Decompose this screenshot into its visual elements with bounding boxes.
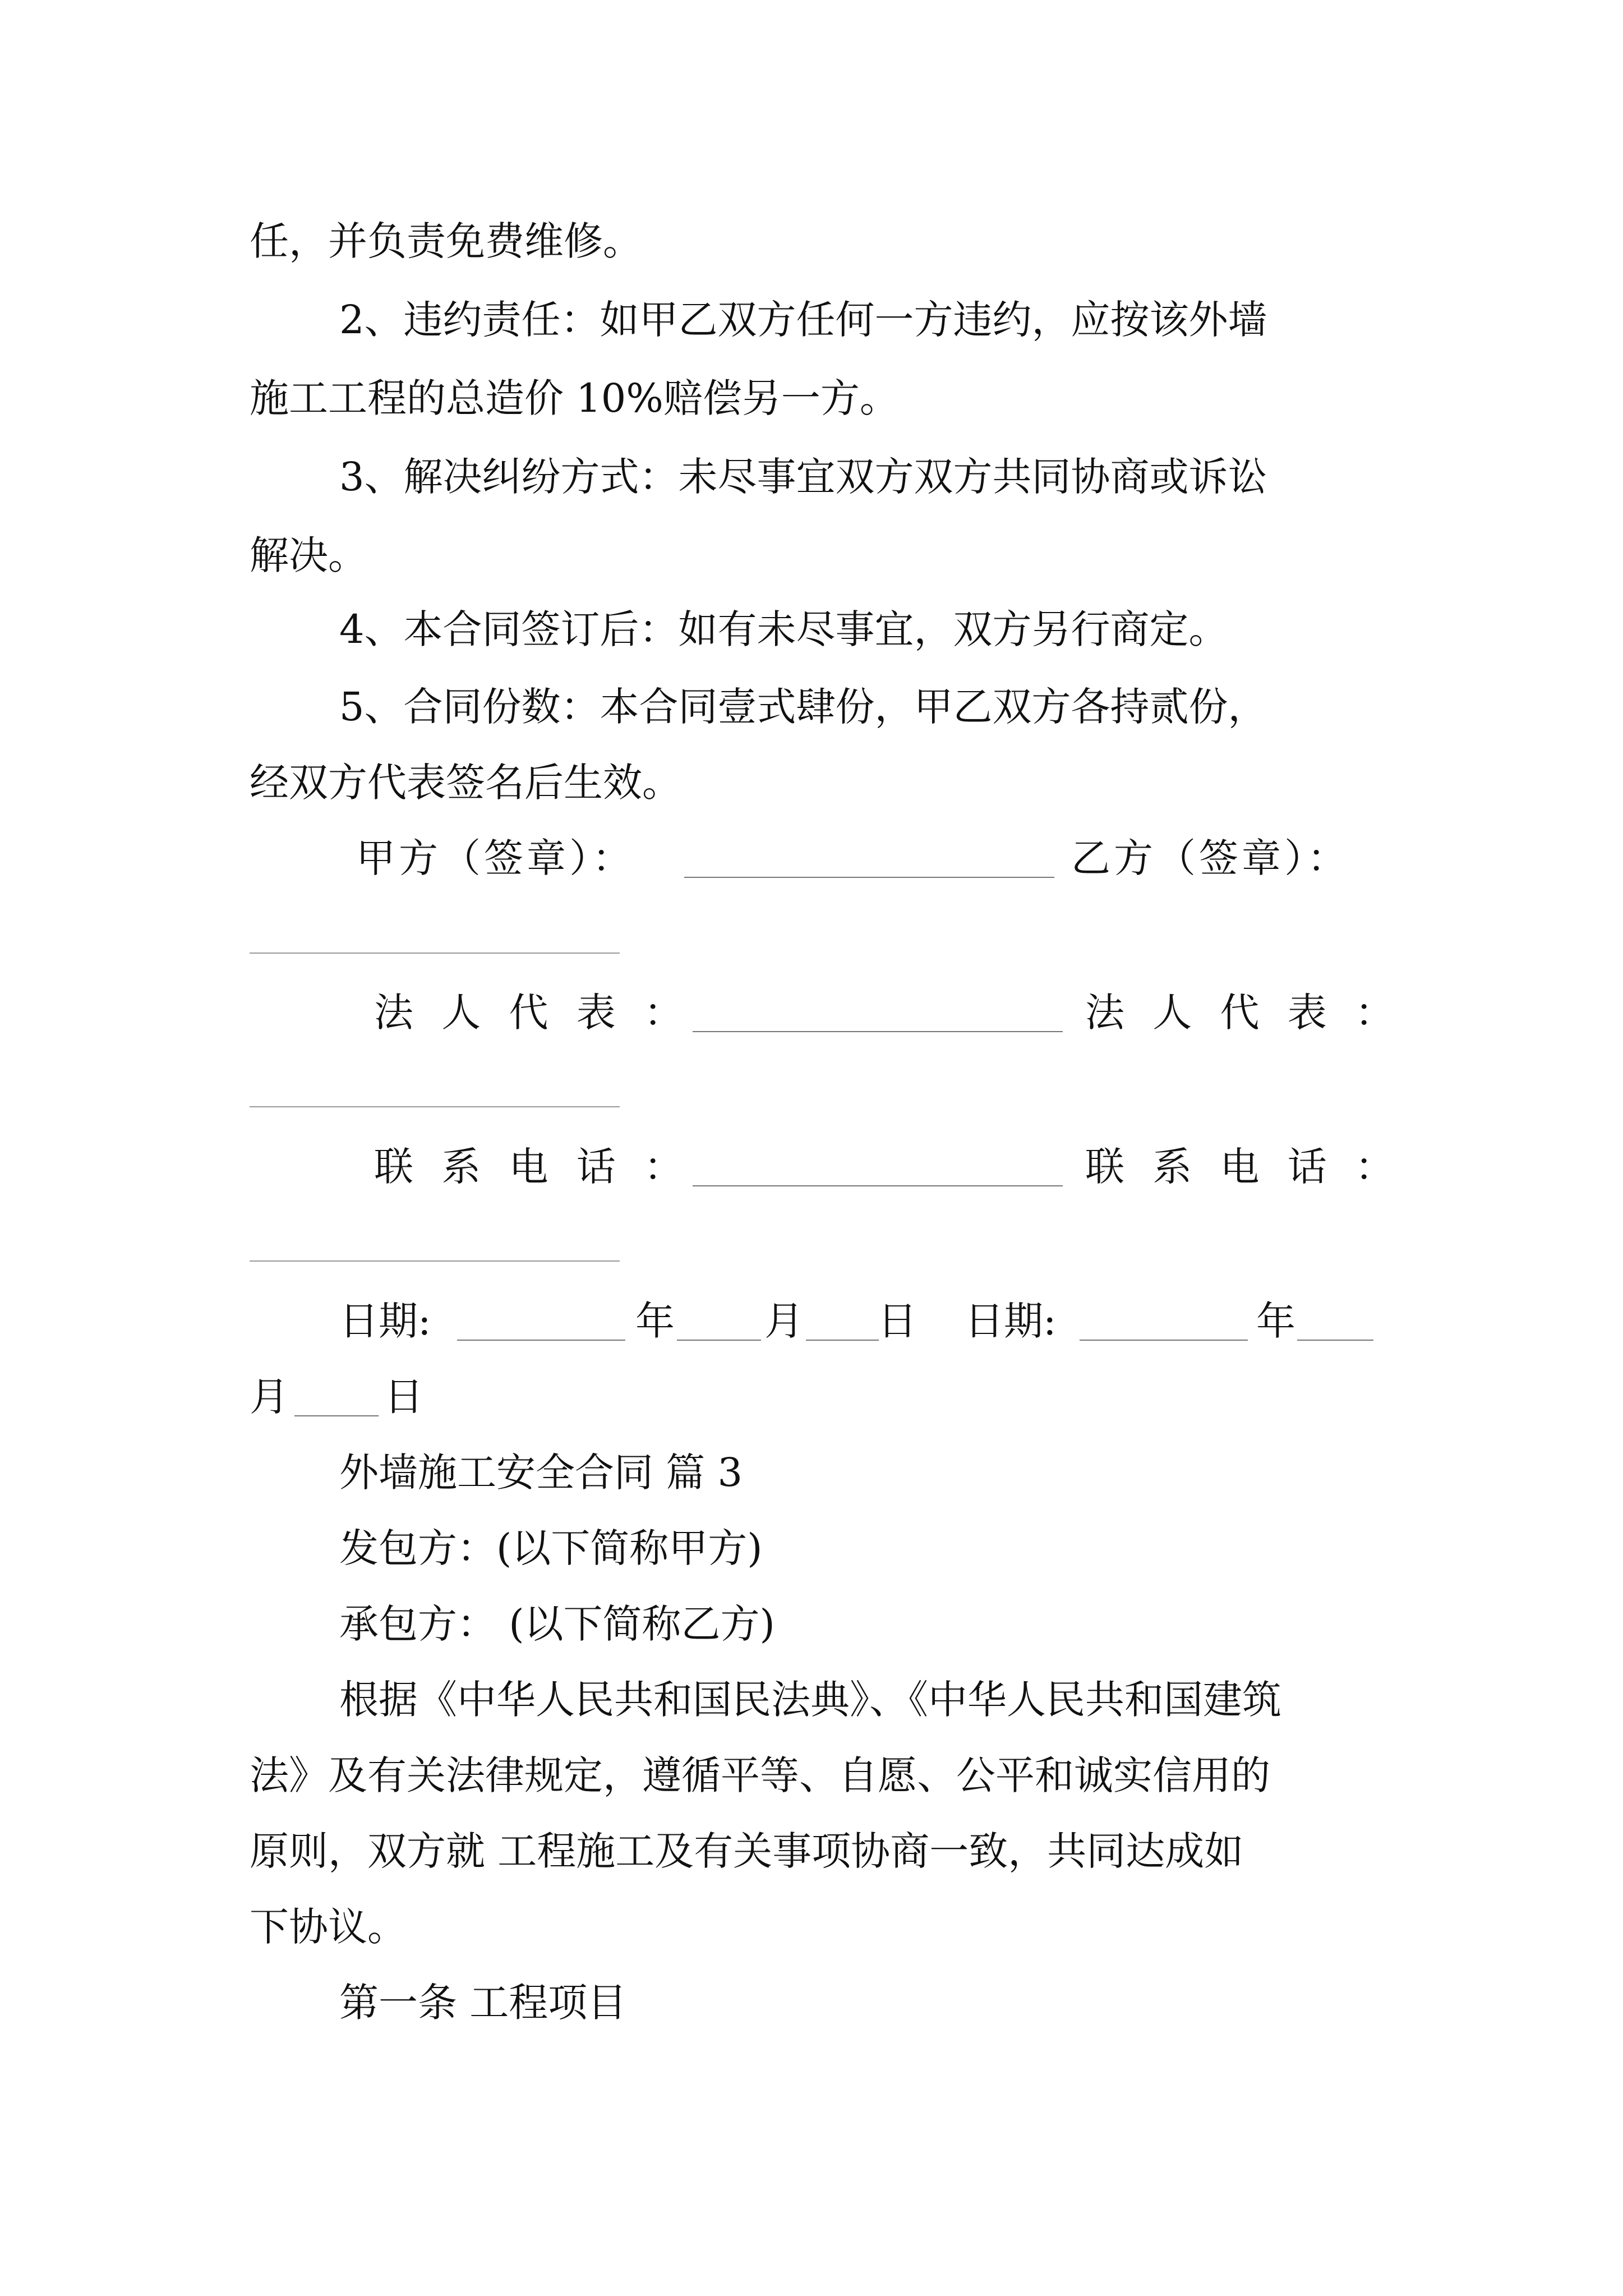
party-b-seal-blank[interactable] <box>250 953 620 954</box>
article-1-heading: 第一条 工程项目 <box>339 1980 627 2026</box>
date-b-month-label: 月 <box>250 1374 289 1420</box>
date-a-label: 日期: <box>339 1298 431 1344</box>
date-a-month-blank[interactable] <box>677 1340 761 1341</box>
phone-a-label: 联 系 电 话 ： <box>374 1144 691 1190</box>
intro-line3: 原则，双方就 工程施工及有关事项协商一致，共同达成如 <box>250 1828 1244 1874</box>
date-a-year-blank[interactable] <box>457 1340 625 1341</box>
date-row <box>250 1298 1373 1346</box>
intro-line1: 根据《中华人民共和国民法典》、《中华人民共和国建筑 <box>339 1677 1281 1723</box>
clause-dispute-line1: 3、解决纠纷方式：未尽事宜双方双方共同协商或诉讼 <box>339 454 1267 500</box>
date-a-day-blank[interactable] <box>806 1340 879 1341</box>
rep-a-blank[interactable] <box>693 1031 1063 1032</box>
section-title: 外墙施工安全合同 篇 3 <box>339 1450 743 1496</box>
date-b-day-blank[interactable] <box>294 1415 379 1416</box>
date-b-day-label: 日 <box>384 1374 423 1420</box>
employer-line: 发包方：(以下简称甲方) <box>339 1525 763 1571</box>
clause-breach-line2: 施工工程的总造价 10%赔偿另一方。 <box>250 375 899 421</box>
paragraph-line: 任，并负责免费维修。 <box>250 218 642 264</box>
date-a-day-label: 日 <box>878 1298 917 1344</box>
clause-breach-line1: 2、违约责任：如甲乙双方任何一方违约，应按该外墙 <box>339 297 1267 343</box>
phone-b-label: 联 系 电 话 ： <box>1085 1144 1403 1190</box>
signature-row-party <box>250 835 1373 884</box>
date-a-month-label: 月 <box>764 1298 804 1344</box>
date-b-label: 日期: <box>965 1298 1057 1344</box>
clause-dispute-line2: 解决。 <box>250 532 367 578</box>
intro-line4: 下协议。 <box>250 1904 407 1950</box>
party-a-seal-blank[interactable] <box>684 877 1054 878</box>
intro-line2: 法》及有关法律规定，遵循平等、自愿、公平和诚实信用的 <box>250 1752 1270 1798</box>
phone-b-blank[interactable] <box>250 1260 620 1262</box>
clause-other-matters: 4、本合同签订后：如有未尽事宜，双方另行商定。 <box>339 606 1228 652</box>
date-b-year-label: 年 <box>1256 1298 1295 1344</box>
signature-row-representative <box>250 990 1403 1038</box>
date-row-continued <box>250 1374 1373 1422</box>
party-a-seal-label: 甲方（签章）： <box>356 835 635 881</box>
rep-b-blank[interactable] <box>250 1106 620 1107</box>
party-b-seal-label: 乙方（签章）： <box>1071 835 1350 881</box>
clause-copies-line2: 经双方代表签名后生效。 <box>250 760 681 806</box>
clause-copies-line1: 5、合同份数：本合同壹式肆份，甲乙双方各持贰份， <box>339 684 1267 730</box>
signature-row-phone <box>250 1144 1403 1192</box>
date-a-year-label: 年 <box>635 1298 675 1344</box>
date-b-month-blank-start[interactable] <box>1297 1340 1373 1341</box>
rep-b-label: 法 人 代 表 ： <box>1085 990 1403 1036</box>
phone-a-blank[interactable] <box>693 1185 1063 1186</box>
contractor-line: 承包方： (以下简称乙方) <box>339 1601 775 1647</box>
date-b-year-blank[interactable] <box>1080 1340 1248 1341</box>
rep-a-label: 法 人 代 表 ： <box>374 990 691 1036</box>
